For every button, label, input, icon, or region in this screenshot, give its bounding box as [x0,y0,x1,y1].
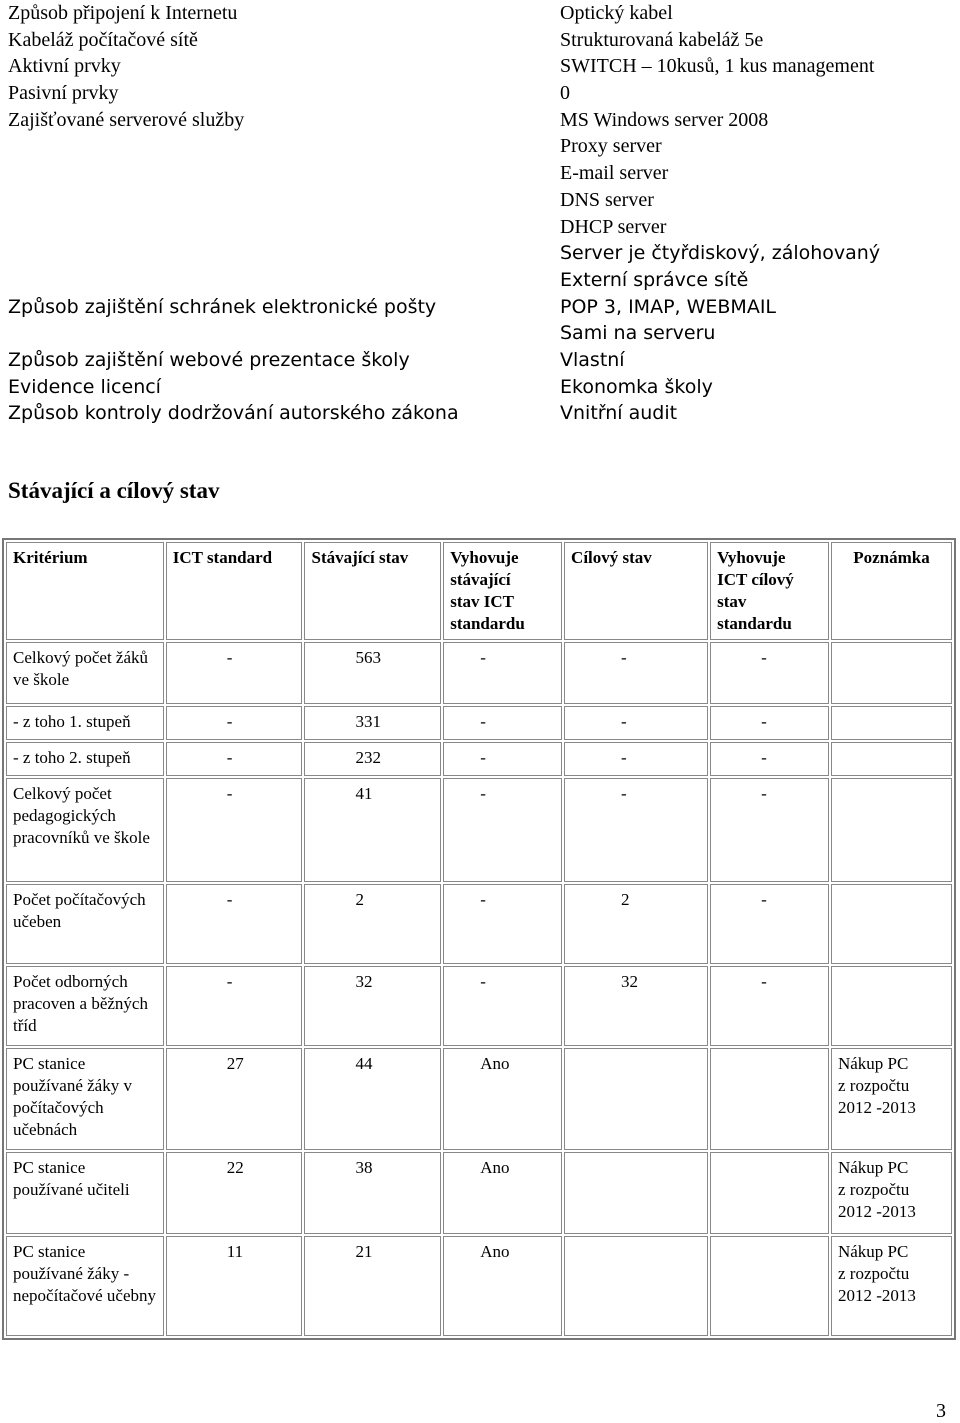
cell-criterion: - z toho 2. stupeň [6,742,164,776]
cell-ict-standard: 11 [166,1236,303,1336]
cell-fits-target: - [710,742,829,776]
info-label: Zajišťované serverové služby [8,108,245,131]
cell-ict-standard: 22 [166,1152,303,1234]
cell-note: Nákup PC z rozpočtu 2012 -2013 [831,1236,952,1336]
cell-current-state: 41 [304,778,441,882]
cell-target-state: 2 [564,884,708,964]
table-row [6,1236,952,1336]
info-row [8,107,958,134]
info-value: Server je čtyřdiskový, zálohovaný [560,242,881,265]
page-number: 3 [936,1400,946,1422]
info-label [8,267,560,294]
cell-criterion: Celkový počet pedagogických pracovníků ve škole [6,778,164,882]
cell-fits-current: Ano [443,1152,562,1234]
header-criterion: Kritérium [6,542,164,640]
cell-current-state: 38 [304,1152,441,1234]
info-label [8,133,560,160]
cell-ict-standard: - [166,642,303,704]
info-label: Aktivní prvky [8,55,121,78]
status-table [2,538,956,1340]
info-label: Pasivní prvky [8,82,119,105]
cell-target-state [564,1048,708,1150]
info-label [8,240,560,267]
info-row [8,320,958,347]
info-value: POP 3, IMAP, WEBMAIL [560,295,777,318]
header-fits-target: Vyhovuje ICT cílový stav standardu [710,542,829,640]
cell-fits-current: - [443,778,562,882]
table-row [6,706,952,740]
info-row [8,294,958,321]
section-title: Stávající a cílový stav [8,478,220,503]
cell-note [831,706,952,740]
info-row [8,374,958,401]
info-value: Vnitřní audit [560,402,678,425]
cell-fits-current: - [443,706,562,740]
info-label: Způsob zajištění schránek elektronické pošty [8,295,437,318]
info-label [8,214,560,241]
info-row [8,160,958,187]
cell-target-state: - [564,706,708,740]
info-row [8,27,958,54]
cell-current-state: 2 [304,884,441,964]
info-label: Způsob zajištění webové prezentace školy [8,348,410,371]
info-value: Proxy server [560,135,662,158]
table-row [6,966,952,1046]
info-row [8,267,958,294]
info-label: Evidence licencí [8,375,161,398]
cell-fits-current: - [443,884,562,964]
info-row [8,187,958,214]
header-note: Poznámka [831,542,952,640]
cell-fits-current: Ano [443,1236,562,1336]
cell-note [831,778,952,882]
info-row [8,214,958,241]
info-value: 0 [560,82,570,105]
cell-target-state [564,1152,708,1234]
cell-fits-target: - [710,706,829,740]
cell-fits-current: - [443,642,562,704]
cell-fits-target: - [710,778,829,882]
cell-current-state: 232 [304,742,441,776]
info-value: Sami na serveru [560,322,716,345]
header-ict-standard: ICT standard [166,542,303,640]
info-row [8,240,958,267]
cell-fits-target [710,1152,829,1234]
cell-ict-standard: - [166,966,303,1046]
info-label: Kabeláž počítačové sítě [8,28,198,51]
table-row [6,884,952,964]
cell-ict-standard: 27 [166,1048,303,1150]
cell-ict-standard: - [166,884,303,964]
cell-current-state: 331 [304,706,441,740]
cell-current-state: 32 [304,966,441,1046]
info-label [8,320,560,347]
header-target-state: Cílový stav [564,542,708,640]
cell-current-state: 44 [304,1048,441,1150]
info-value: Strukturovaná kabeláž 5e [560,28,764,51]
info-row [8,347,958,374]
info-value: E-mail server [560,162,669,185]
table-row [6,1048,952,1150]
cell-fits-current: - [443,966,562,1046]
cell-fits-current: - [443,742,562,776]
cell-target-state: - [564,742,708,776]
header-fits-current: Vyhovuje stávající stav ICT standardu [443,542,562,640]
info-value: Vlastní [560,348,625,371]
info-value: DNS server [560,188,654,211]
cell-fits-target [710,1236,829,1336]
cell-note [831,966,952,1046]
cell-fits-current: Ano [443,1048,562,1150]
cell-criterion: Celkový počet žáků ve škole [6,642,164,704]
info-row [8,80,958,107]
table-row [6,742,952,776]
info-value: DHCP server [560,215,667,238]
cell-fits-target: - [710,884,829,964]
table-row [6,778,952,882]
header-current-state: Stávající stav [304,542,441,640]
cell-ict-standard: - [166,778,303,882]
cell-criterion: PC stanice používané žáky v počítačových učebnách [6,1048,164,1150]
cell-criterion: PC stanice používané učiteli [6,1152,164,1234]
info-value: Externí správce sítě [560,268,749,291]
cell-fits-target [710,1048,829,1150]
info-label: Způsob kontroly dodržování autorského zákona [8,402,459,425]
table-header-row [6,542,952,640]
cell-target-state: 32 [564,966,708,1046]
info-row [8,53,958,80]
cell-ict-standard: - [166,742,303,776]
info-value: MS Windows server 2008 [560,108,769,131]
cell-criterion: - z toho 1. stupeň [6,706,164,740]
info-row [8,133,958,160]
cell-note [831,642,952,704]
info-value: Optický kabel [560,2,673,24]
cell-target-state [564,1236,708,1336]
info-value: Ekonomka školy [560,375,713,398]
info-label [8,160,560,187]
table-row [6,1152,952,1234]
cell-target-state: - [564,778,708,882]
info-row [8,0,958,27]
cell-note: Nákup PC z rozpočtu 2012 -2013 [831,1152,952,1234]
cell-note [831,884,952,964]
table-row [6,642,952,704]
cell-criterion: Počet počítačových učeben [6,884,164,964]
cell-target-state: - [564,642,708,704]
cell-ict-standard: - [166,706,303,740]
cell-note: Nákup PC z rozpočtu 2012 -2013 [831,1048,952,1150]
cell-criterion: Počet odborných pracoven a běžných tříd [6,966,164,1046]
info-label: Způsob připojení k Internetu [8,2,238,24]
cell-criterion: PC stanice používané žáky - nepočítačové učebny [6,1236,164,1336]
cell-current-state: 563 [304,642,441,704]
info-section [8,0,958,427]
cell-current-state: 21 [304,1236,441,1336]
cell-fits-target: - [710,642,829,704]
info-row [8,400,958,427]
cell-fits-target: - [710,966,829,1046]
cell-note [831,742,952,776]
info-label [8,187,560,214]
info-value: SWITCH – 10kusů, 1 kus management [560,55,875,78]
